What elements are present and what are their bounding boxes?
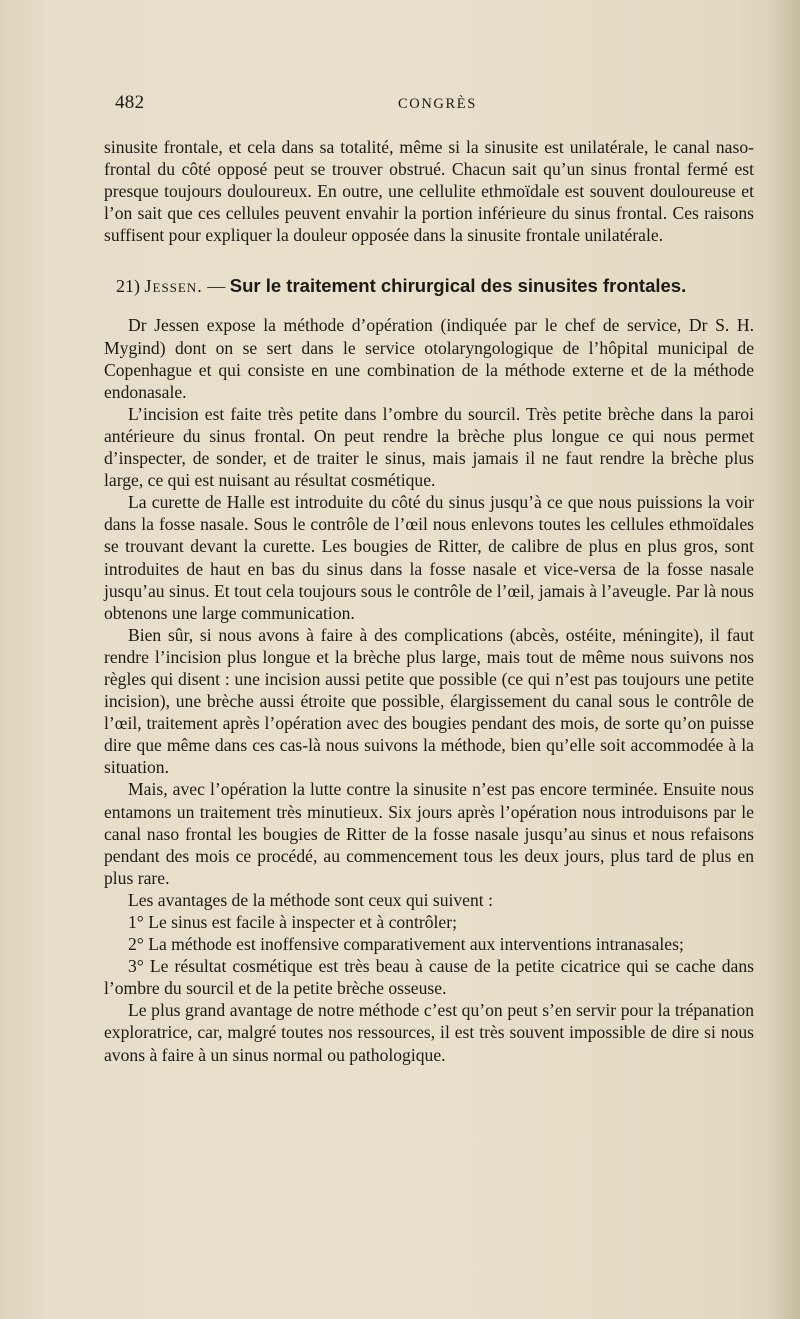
section-heading	[104, 274, 754, 298]
running-head: CONGRÈS	[398, 96, 477, 112]
paragraph: L’incision est faite très petite dans l’ombre du sourcil. Très petite brèche dans la paroi antérieure du sinus frontal. On peut rendre la brèche plus longue ce qui nous permet d’inspecter, de sonder, et de traiter le sinus, mais jamais il ne faut rendre la brèche plus large, ce qui est nuisant au résultat cosmétique.	[104, 403, 754, 491]
body-text	[104, 136, 754, 1066]
paragraph: Les avantages de la méthode sont ceux qui suivent :	[128, 889, 493, 910]
list-item: 3° Le résultat cosmétique est très beau à cause de la petite cicatrice qui se cache dans l’ombre du sourcil et de la petite brèche osseuse.	[104, 956, 754, 999]
paragraph: Bien sûr, si nous avons à faire à des complications (abcès, ostéite, méningite), il faut rendre l’incision plus longue et la brèche plus large, mais tout de même nous suivons nos règles qui disent : une incision aussi petite que possible (ce qui n’est pas toujours une petite incision), une brèche aussi étroite que possible, élargissement du canal sous le contrôle de l’œil, traitement après l’opération avec des bougies pendant des mois, de sorte qu’on puisse dire que même dans ces cas-là nous suivons la méthode, bien qu’elle soit accommodée à la situation.	[104, 624, 754, 778]
section-dash: —	[207, 276, 226, 297]
list-item: 1° Le sinus est facile à inspecter et à contrôler;	[128, 912, 457, 932]
paragraph: La curette de Halle est introduite du côté du sinus jusqu’à ce que nous puissions la voir dans la fosse nasale. Sous le contrôle de l’œil nous enlevons toutes les cellules ethmoïdales se trouvant devant la curette. Les bougies de Ritter, de calibre de plus en plus gros, sont introduites de haut en bas du sinus dans la fosse nasale et vice-versa de la fosse nasale jusqu’au sinus. Et tout cela toujours sous le contrôle de l’œil, jamais à l’aveugle. Par là nous obtenons une large communication.	[104, 492, 754, 623]
section-number: 21)	[116, 276, 140, 297]
paragraph: Dr Jessen expose la méthode d’opération (indiquée par le chef de service, Dr S. H. Mygind) dont on se sert dans le service otolaryngologique de l’hôpital municipal de Copenhague et qui consiste en une combination de la méthode externe et de la méthode endonasale.	[104, 315, 754, 402]
page-number: 482	[115, 92, 145, 113]
paragraph: Le plus grand avantage de notre méthode c’est qu’on peut s’en servir pour la trépanation exploratrice, car, malgré toutes nos ressources, il est très souvent impossible de dire si nous avons à faire à un sinus normal ou pathologique.	[104, 1000, 754, 1065]
section-title: Sur le traitement chirurgical des sinusites frontales.	[229, 275, 687, 297]
intro-paragraph: sinusite frontale, et cela dans sa totalité, même si la sinusite est unilatérale, le canal naso-frontal du côté opposé peut se trouver obstrué. Chacun sait qu’un sinus frontal fermé est presque toujours douloureux. En outre, une cellulite ethmoïdale est souvent douloureuse et l’on sait que ces cellules peuvent envahir la portion inférieure du sinus frontal. Ces raisons suffisent pour expliquer la douleur opposée dans la sinusite frontale unilatérale.	[104, 137, 754, 246]
page-header	[115, 92, 745, 122]
list-item: 2° La méthode est inoffensive comparativement aux interventions intranasales;	[128, 934, 684, 955]
paragraph: Mais, avec l’opération la lutte contre la sinusite n’est pas encore terminée. Ensuite nous entamons un traitement très minutieux. Six jours après l’opération nous introduisons par le canal naso frontal les bougies de Ritter de la fosse nasale jusqu’au sinus et nous refaisons pendant des mois ce procédé, au commencement tous les deux jours, plus tard de plus en plus rare.	[104, 779, 754, 888]
section-author: Jessen.	[144, 276, 203, 297]
